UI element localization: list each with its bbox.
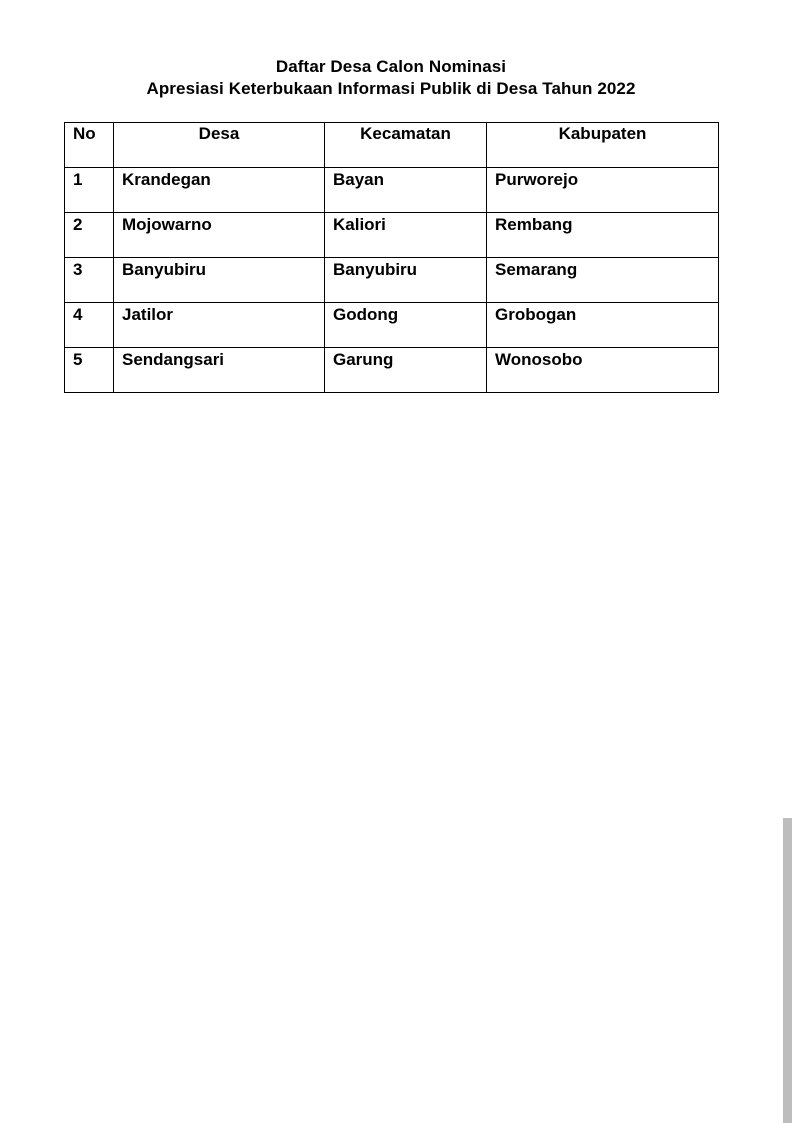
cell-kecamatan: Kaliori — [325, 213, 487, 258]
title-line-2: Apresiasi Keterbukaan Informasi Publik di Desa Tahun 2022 — [146, 79, 636, 98]
cell-kecamatan: Godong — [325, 303, 487, 348]
cell-desa: Mojowarno — [114, 213, 325, 258]
table-row — [65, 303, 719, 348]
cell-kecamatan: Bayan — [325, 168, 487, 213]
table-row — [65, 348, 719, 393]
table-row — [65, 258, 719, 303]
header-desa: Desa — [114, 123, 325, 168]
cell-kabupaten: Rembang — [487, 213, 719, 258]
table-header-row — [65, 123, 719, 168]
cell-desa: Krandegan — [114, 168, 325, 213]
document-title — [0, 56, 782, 100]
cell-kabupaten: Grobogan — [487, 303, 719, 348]
cell-desa: Jatilor — [114, 303, 325, 348]
vertical-scrollbar[interactable] — [783, 818, 792, 1123]
header-kecamatan: Kecamatan — [325, 123, 487, 168]
title-line-1: Daftar Desa Calon Nominasi — [275, 57, 507, 76]
cell-kabupaten: Semarang — [487, 258, 719, 303]
cell-no: 3 — [65, 258, 114, 303]
cell-kabupaten: Purworejo — [487, 168, 719, 213]
nominee-table — [64, 122, 719, 393]
table-row — [65, 168, 719, 213]
cell-desa: Sendangsari — [114, 348, 325, 393]
cell-no: 5 — [65, 348, 114, 393]
cell-kabupaten: Wonosobo — [487, 348, 719, 393]
cell-desa: Banyubiru — [114, 258, 325, 303]
header-kabupaten: Kabupaten — [487, 123, 719, 168]
cell-no: 2 — [65, 213, 114, 258]
cell-no: 4 — [65, 303, 114, 348]
header-no: No — [65, 123, 114, 168]
table-row — [65, 213, 719, 258]
cell-kecamatan: Banyubiru — [325, 258, 487, 303]
cell-no: 1 — [65, 168, 114, 213]
cell-kecamatan: Garung — [325, 348, 487, 393]
